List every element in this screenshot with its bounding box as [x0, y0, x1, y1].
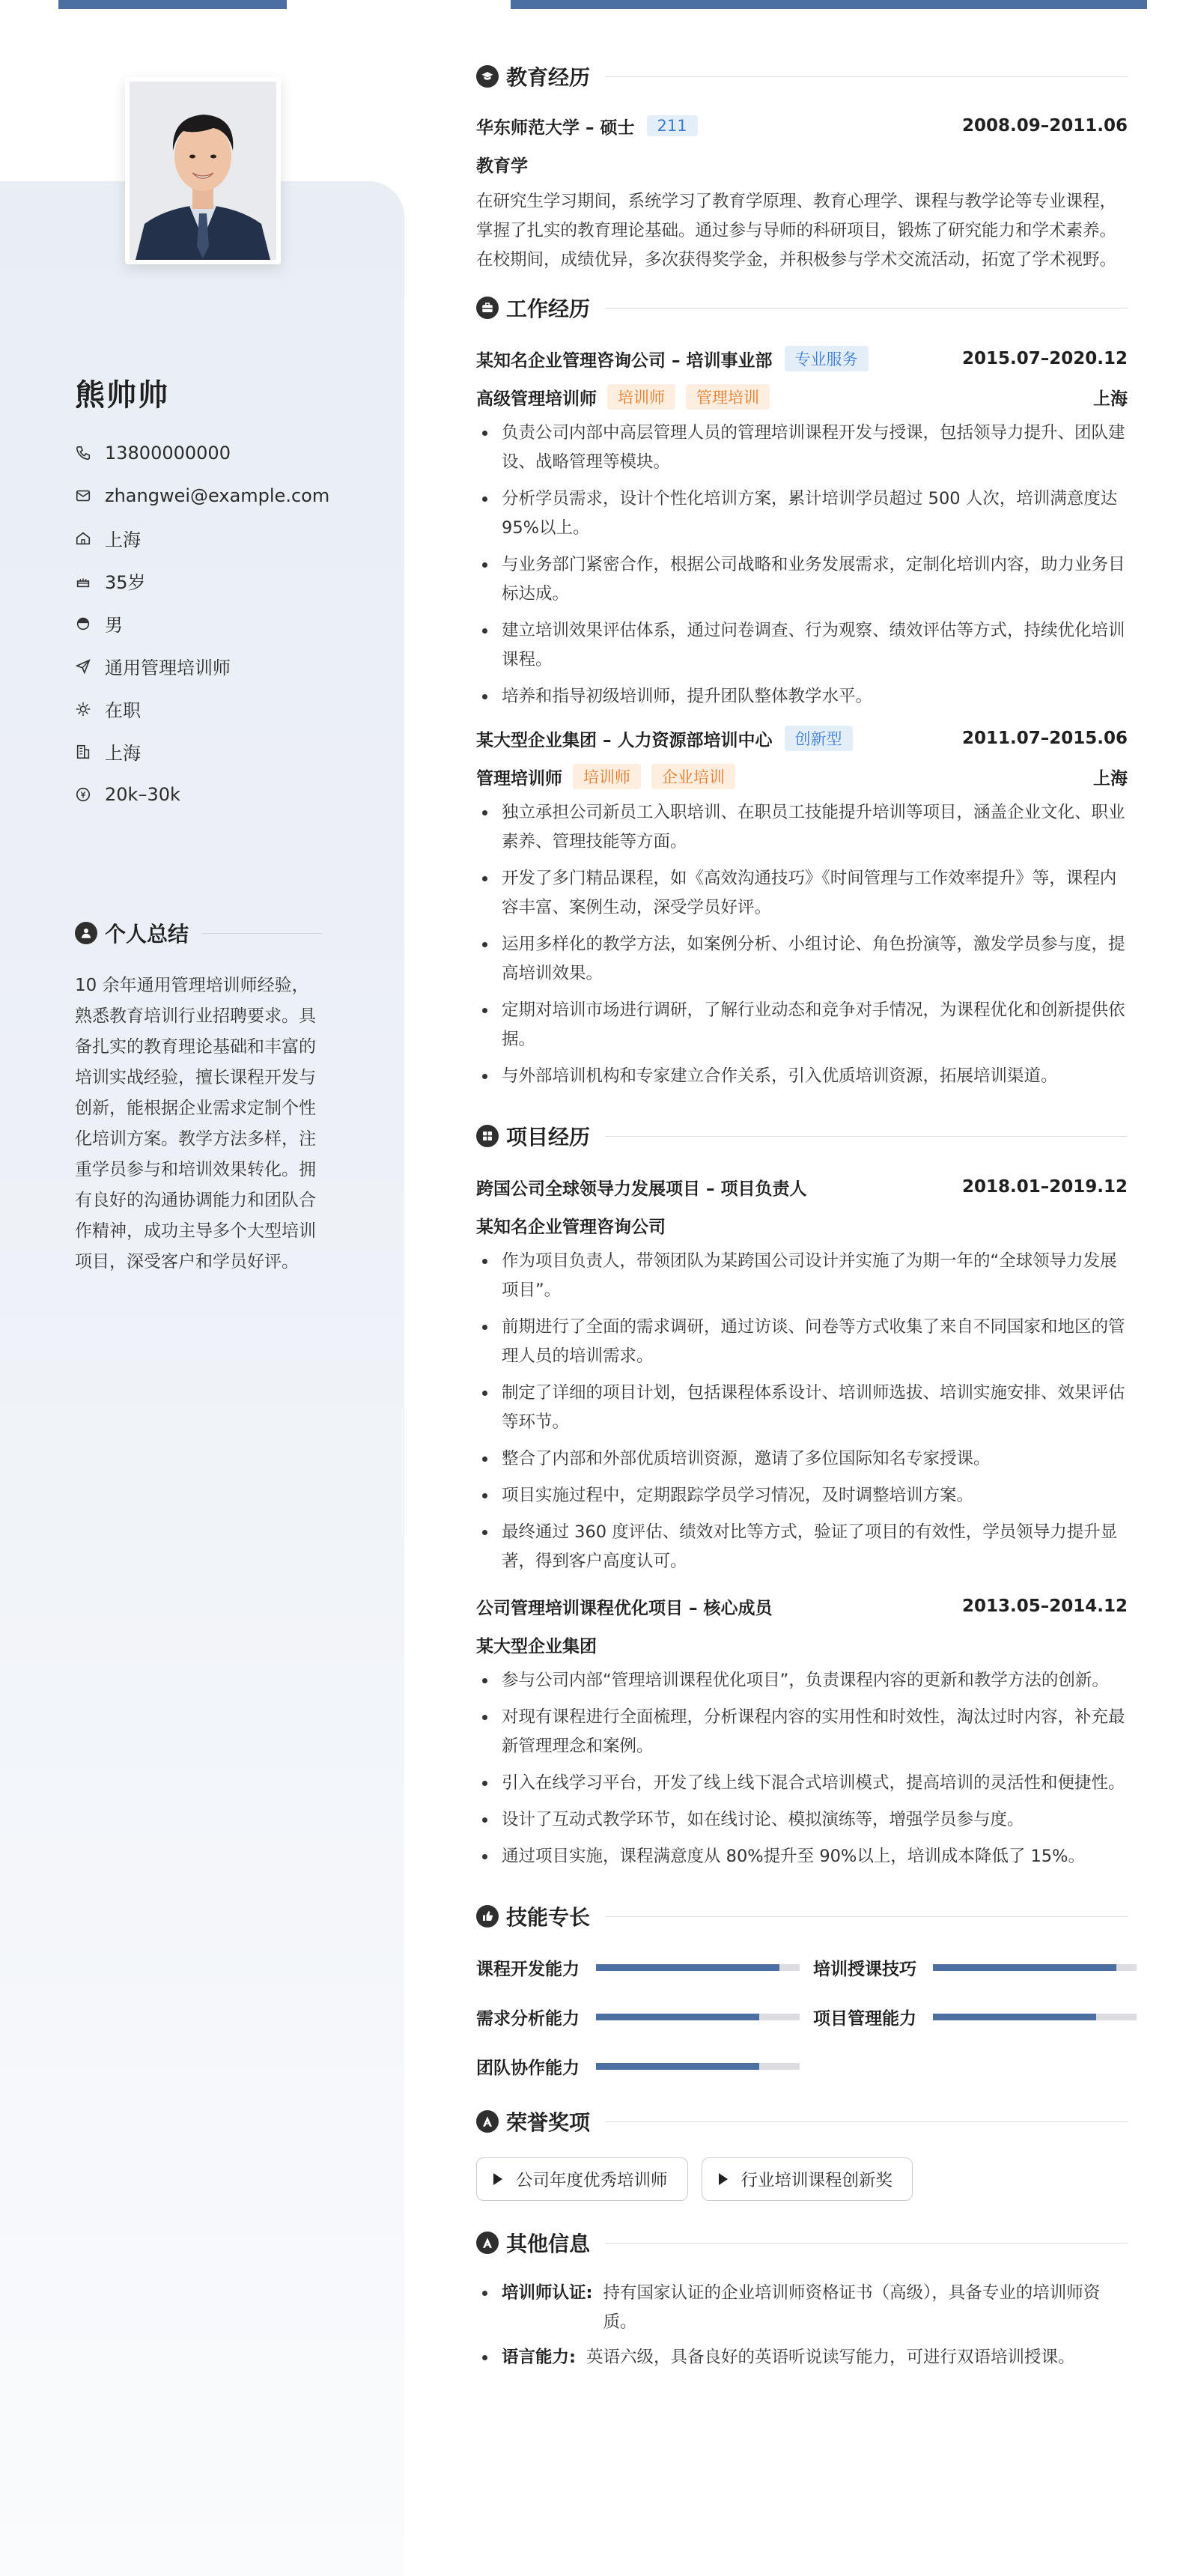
education-heading: [476, 54, 1165, 99]
send-icon: [75, 658, 91, 675]
graduation-cap-icon: [476, 65, 499, 88]
role-tag: 培训师: [573, 764, 641, 789]
skills-title: 技能专长: [506, 1905, 591, 1930]
skill-bar: [596, 2014, 800, 2020]
projects-title: 项目经历: [506, 1125, 591, 1149]
job-entry: [476, 719, 1165, 1091]
cake-icon: [75, 573, 91, 589]
info-age: [75, 559, 329, 602]
role-tag: 培训师: [607, 384, 675, 410]
skill-bar: [933, 1964, 1137, 1971]
divider: [605, 2121, 1128, 2122]
education-entry-head: [476, 106, 1128, 145]
skill-label: 需求分析能力: [476, 2008, 580, 2029]
divider: [605, 1136, 1128, 1137]
divider: [202, 933, 322, 934]
major-text: 教育学: [476, 156, 528, 176]
skill-bar-fill: [596, 1964, 779, 1971]
job-city: 上海: [1093, 768, 1128, 789]
job-head: [476, 339, 1128, 378]
home-icon: [75, 530, 91, 547]
phone-icon: [75, 445, 91, 461]
profile-name: 熊帅帅: [75, 378, 169, 413]
project-head: [476, 1587, 1128, 1626]
job-duties: [476, 419, 1128, 711]
skill-item: [476, 1952, 813, 1982]
skill-item: [813, 1952, 1150, 1982]
divider: [605, 2243, 1128, 2244]
skill-item: [476, 2051, 813, 2081]
list-item: 作为项目负责人，带领团队为某跨国公司设计并实施了为期一年的“全球领导力发展项目”。: [476, 1247, 1128, 1305]
contact-info-list: [75, 431, 329, 815]
divider: [605, 76, 1128, 77]
company-name: 某大型企业集团 – 人力资源部培训中心: [476, 730, 773, 750]
list-item: 最终通过 360 度评估、绩效对比等方式，验证了项目的有效性，学员领导力提升显著，得到客户高度认可。: [476, 1518, 1128, 1576]
award-icon: [476, 2110, 499, 2133]
project-org-text: 某知名企业管理咨询公司: [476, 1217, 666, 1237]
work-heading: [476, 285, 1165, 330]
company-tag: 创新型: [785, 726, 853, 751]
summary-heading: [75, 918, 322, 948]
other-value: 持有国家认证的企业培训师资格证书（高级），具备专业的培训师资质。: [603, 2283, 1101, 2332]
education-period: 2008.09–2011.06: [961, 116, 1128, 136]
education-major: [476, 145, 1128, 183]
avatar: [125, 77, 281, 264]
list-item: 前期进行了全面的需求调研，通过访谈、问卷等方式收集了来自不同国家和地区的管理人员的培训需求。: [476, 1313, 1128, 1371]
school-tag: 211: [647, 115, 698, 136]
job-head: [476, 719, 1128, 758]
other-key: 培训师认证:: [502, 2283, 593, 2303]
skill-bar: [596, 1964, 800, 1971]
divider: [605, 1916, 1128, 1917]
skill-label: 项目管理能力: [813, 2008, 916, 2029]
info-city: [75, 730, 329, 773]
list-item: 分析学员需求，设计个性化培训方案，累计培训学员超过 500 人次，培训满意度达 95%以上。: [476, 484, 1128, 543]
info-phone: [75, 431, 329, 474]
education-desc: 在研究生学习期间，系统学习了教育学原理、教育心理学、课程与教学论等专业课程，掌握了扎实的教育理论基础。通过参与导师的科研项目，锻炼了研究能力和学术素养。在校期间，成绩优异，多次获得奖学金，并积极参与学术交流活动，拓宽了学术视野。: [476, 192, 1117, 270]
list-item: 运用多样化的教学方法，如案例分析、小组讨论、角色扮演等，激发学员参与度，提高培训效果。: [476, 930, 1128, 988]
info-salary: [75, 773, 329, 815]
list-item: 定期对培训市场进行调研，了解行业动态和竞争对手情况，为课程优化和创新提供依据。: [476, 996, 1128, 1054]
skill-bar-fill: [596, 2014, 759, 2020]
skill-item: [813, 2002, 1150, 2032]
main-content: [476, 54, 1165, 2378]
info-text: 20k–30k: [105, 783, 180, 805]
school-name: 华东师范大学 – 硕士: [476, 118, 635, 138]
awards-heading: [476, 2099, 1165, 2144]
summary-text: 10 余年通用管理培训师经验，熟悉教育培训行业招聘要求。具备扎实的教育理论基础和丰富的培训实战经验，擅长课程开发与创新，能根据企业需求定制个性化培训方案。教学方法多样，注重学员参与和培训效果转化。拥有良好的沟通协调能力和团队合作精神，成功主导多个大型培训项目，深受客户和学员好评。: [75, 976, 316, 1272]
list-item: 对现有课程进行全面梳理，分析课程内容的实用性和时效性，淘汰过时内容，补充最新管理理念和案例。: [476, 1703, 1128, 1761]
projects-heading: [476, 1114, 1165, 1158]
job-role: 管理培训师: [476, 768, 562, 789]
job-role: 高级管理培训师: [476, 389, 597, 409]
avatar-photo: [130, 82, 276, 260]
project-name: 跨国公司全球领导力发展项目 – 项目负责人: [476, 1179, 807, 1199]
info-email: [75, 474, 329, 517]
status-icon: [75, 701, 91, 717]
summary-title: 个人总结: [105, 922, 189, 947]
salary-icon: [75, 786, 91, 803]
info-location: [75, 517, 329, 559]
list-item: 引入在线学习平台，开发了线上线下混合式培训模式，提高培训的灵活性和便捷性。: [476, 1769, 1128, 1798]
job-role-row: [476, 378, 1128, 416]
skill-bar-fill: [933, 2014, 1096, 2020]
info-text: 通用管理培训师: [105, 657, 231, 678]
info-text: 在职: [105, 700, 141, 721]
award-chip: [476, 2157, 688, 2201]
gender-icon: [75, 616, 91, 632]
list-item: 负责公司内部中高层管理人员的管理培训课程开发与授课，包括领导力提升、团队建设、战略管理等模块。: [476, 419, 1128, 477]
project-org-text: 某大型企业集团: [476, 1636, 597, 1656]
skills-grid: [476, 1952, 1165, 2081]
project-details: [476, 1247, 1128, 1576]
info-status: [75, 687, 329, 730]
list-item: 与外部培训机构和专家建立合作关系，引入优质培训资源，拓展培训渠道。: [476, 1062, 1128, 1091]
job-period: 2015.07–2020.12: [961, 349, 1128, 368]
person-icon: [75, 922, 97, 944]
play-icon: [719, 2173, 728, 2185]
work-title: 工作经历: [506, 297, 591, 321]
info-text: 男: [105, 615, 123, 636]
info-position: [75, 645, 329, 687]
list-item: [476, 2343, 1128, 2372]
role-tag: 管理培训: [686, 384, 770, 410]
list-item: 项目实施过程中，定期跟踪学员学习情况，及时调整培训方案。: [476, 1481, 1128, 1510]
list-item: 参与公司内部“管理培训课程优化项目”，负责课程内容的更新和教学方法的创新。: [476, 1666, 1128, 1695]
education-title: 教育经历: [506, 65, 591, 90]
info-gender: [75, 602, 329, 645]
skills-heading: [476, 1894, 1165, 1939]
others-list: [476, 2279, 1128, 2372]
skill-label: 团队协作能力: [476, 2058, 580, 2078]
project-org: [476, 1626, 1128, 1663]
top-accent-bar-right: [511, 0, 1147, 9]
award-chip: [702, 2157, 913, 2201]
list-item: 建立培训效果评估体系，通过问卷调查、行为观察、绩效评估等方式，持续优化培训课程。: [476, 616, 1128, 675]
project-period: 2018.01–2019.12: [961, 1177, 1128, 1197]
info-text: 上海: [105, 743, 141, 764]
info-a-icon: [476, 2232, 499, 2254]
top-accent-bar-left: [58, 0, 287, 9]
others-heading: [476, 2220, 1165, 2265]
mail-icon: [75, 487, 91, 504]
project-details: [476, 1666, 1128, 1871]
job-city: 上海: [1093, 389, 1128, 409]
divider: [605, 308, 1128, 309]
project-org: [476, 1206, 1128, 1244]
list-item: 整合了内部和外部优质培训资源，邀请了多位国际知名专家授课。: [476, 1445, 1128, 1474]
list-item: 独立承担公司新员工入职培训、在职员工技能提升培训等项目，涵盖企业文化、职业素养、管理技能等方面。: [476, 798, 1128, 857]
awards-list: [476, 2157, 1165, 2201]
company-tag: 专业服务: [785, 346, 869, 371]
grid-icon: [476, 1125, 499, 1147]
skill-bar: [933, 2014, 1137, 2020]
thumbs-up-icon: [476, 1905, 499, 1928]
skill-label: 培训授课技巧: [813, 1959, 916, 1979]
project-head: [476, 1167, 1128, 1206]
job-duties: [476, 798, 1128, 1091]
list-item: [476, 2279, 1128, 2337]
list-item: 开发了多门精品课程，如《高效沟通技巧》《时间管理与工作效率提升》等，课程内容丰富、案例生动，深受学员好评。: [476, 864, 1128, 923]
play-icon: [493, 2173, 502, 2185]
skill-item: [476, 2002, 813, 2032]
building-icon: [75, 744, 91, 760]
job-entry: [476, 339, 1165, 711]
list-item: 与业务部门紧密合作，根据公司战略和业务发展需求，定制化培训内容，助力业务目标达成。: [476, 550, 1128, 609]
skill-bar-fill: [933, 1964, 1116, 1971]
award-label: 行业培训课程创新奖: [741, 2171, 893, 2190]
list-item: 制定了详细的项目计划，包括课程体系设计、培训师选拔、培训实施安排、效果评估等环节。: [476, 1379, 1128, 1437]
awards-title: 荣誉奖项: [506, 2110, 591, 2135]
info-text: 35岁: [105, 572, 146, 593]
skill-label: 课程开发能力: [476, 1959, 580, 1979]
skill-bar-fill: [596, 2063, 759, 2070]
other-value: 英语六级，具备良好的英语听说读写能力，可进行双语培训授课。: [586, 2348, 1075, 2367]
info-text: zhangwei@example.com: [105, 484, 330, 506]
role-tag: 企业培训: [651, 764, 735, 789]
project-name: 公司管理培训课程优化项目 – 核心成员: [476, 1598, 773, 1618]
others-title: 其他信息: [506, 2232, 591, 2256]
project-entry: [476, 1587, 1165, 1871]
briefcase-icon: [476, 297, 499, 319]
other-key: 语言能力:: [502, 2348, 576, 2367]
award-label: 公司年度优秀培训师: [516, 2171, 668, 2190]
info-text: 13800000000: [105, 442, 231, 464]
job-period: 2011.07–2015.06: [961, 729, 1128, 748]
project-entry: [476, 1167, 1165, 1576]
project-period: 2013.05–2014.12: [961, 1597, 1128, 1616]
list-item: 培养和指导初级培训师，提升团队整体教学水平。: [476, 682, 1128, 711]
job-role-row: [476, 758, 1128, 795]
list-item: 通过项目实施，课程满意度从 80%提升至 90%以上，培训成本降低了 15%。: [476, 1842, 1128, 1871]
company-name: 某知名企业管理咨询公司 – 培训事业部: [476, 350, 773, 371]
info-text: 上海: [105, 529, 141, 550]
list-item: 设计了互动式教学环节，如在线讨论、模拟演练等，增强学员参与度。: [476, 1805, 1128, 1835]
skill-bar: [596, 2063, 800, 2070]
